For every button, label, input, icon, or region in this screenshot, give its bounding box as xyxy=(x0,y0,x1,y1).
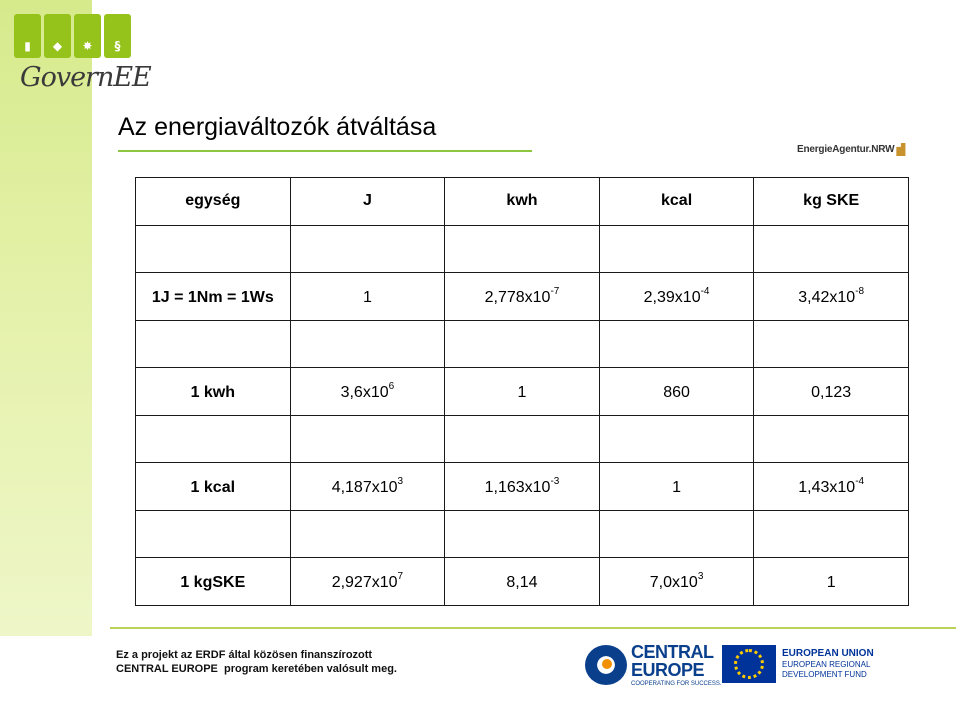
page-title: Az energiaváltozók átváltása xyxy=(118,113,437,141)
ce-word: CENTRAL xyxy=(631,642,714,662)
empty-cell xyxy=(599,510,754,558)
central-europe-mark-icon xyxy=(585,645,627,685)
spacer-row xyxy=(136,225,909,273)
eu-erdf-logo xyxy=(722,645,874,683)
empty-cell xyxy=(290,415,445,463)
row-header-cell: 1J = 1Nm = 1Ws xyxy=(136,273,291,321)
empty-cell xyxy=(445,225,600,273)
partner-mark-icon xyxy=(896,143,909,156)
paragraph-icon: § xyxy=(114,39,121,53)
logo-tiles xyxy=(14,14,144,58)
empty-cell xyxy=(445,415,600,463)
spacer-row xyxy=(136,510,909,558)
empty-cell xyxy=(599,415,754,463)
empty-cell xyxy=(136,320,291,368)
empty-cell xyxy=(599,320,754,368)
empty-cell xyxy=(290,510,445,558)
table-row xyxy=(136,558,909,606)
table-row xyxy=(136,463,909,511)
value-cell: 1 xyxy=(445,368,600,416)
value-cell: 0,123 xyxy=(754,368,909,416)
energieagentur-logo xyxy=(797,143,909,156)
row-header-cell: 1 kcal xyxy=(136,463,291,511)
row-header-cell: 1 kgSKE xyxy=(136,558,291,606)
empty-cell xyxy=(136,225,291,273)
value-cell: 1 xyxy=(599,463,754,511)
eu-line: EUROPEAN UNION xyxy=(782,648,874,659)
value-cell: $4,187x10^3$ xyxy=(290,463,445,511)
value-cell: 1 xyxy=(290,273,445,321)
value-cell: $1,163x10^{-3}$ xyxy=(445,463,600,511)
footer-line: Ez a projekt az ERDF által közösen finanszírozott xyxy=(116,649,373,661)
logo-tile xyxy=(14,14,41,58)
empty-cell xyxy=(445,320,600,368)
empty-cell xyxy=(754,510,909,558)
header-cell: kcal xyxy=(599,178,754,226)
footer-line: CENTRAL EUROPE program keretében valósult meg. xyxy=(116,663,397,675)
empty-cell xyxy=(599,225,754,273)
eu-stars-icon xyxy=(734,649,764,679)
ce-tagline: COOPERATING FOR SUCCESS. xyxy=(631,681,722,687)
value-cell: $2,927x10^7$ xyxy=(290,558,445,606)
header-cell: kwh xyxy=(445,178,600,226)
logo-tile xyxy=(74,14,101,58)
empty-cell xyxy=(445,510,600,558)
building-icon: ▮ xyxy=(24,39,31,53)
spacer-row xyxy=(136,320,909,368)
title-underline xyxy=(118,150,532,152)
header-cell: egység xyxy=(136,178,291,226)
brand-name: GovernEE xyxy=(20,62,151,93)
eu-wordmark xyxy=(782,648,874,680)
table-row xyxy=(136,273,909,321)
ce-word: EUROPE xyxy=(631,660,705,680)
footer-divider xyxy=(110,627,956,629)
central-europe-logo xyxy=(585,643,722,687)
table-header-row xyxy=(136,178,909,226)
header-cell: kg SKE xyxy=(754,178,909,226)
value-cell: $2,778x10^{-7}$ xyxy=(445,273,600,321)
eu-flag-icon xyxy=(722,645,776,683)
empty-cell xyxy=(136,415,291,463)
value-cell: 8,14 xyxy=(445,558,600,606)
empty-cell xyxy=(754,415,909,463)
sun-icon: ✸ xyxy=(82,39,93,53)
conversion-table xyxy=(135,177,909,606)
empty-cell xyxy=(136,510,291,558)
partner-name: EnergieAgentur.NRW xyxy=(797,144,895,155)
value-cell: $7,0x10^3$ xyxy=(599,558,754,606)
empty-cell xyxy=(754,225,909,273)
eu-line: EUROPEAN REGIONAL xyxy=(782,660,871,669)
footer-funding-note xyxy=(116,648,397,676)
value-cell: $2,39x10^{-4}$ xyxy=(599,273,754,321)
value-cell: 860 xyxy=(599,368,754,416)
header-cell: J xyxy=(290,178,445,226)
logo-tile xyxy=(44,14,71,58)
spacer-row xyxy=(136,415,909,463)
eu-line: DEVELOPMENT FUND xyxy=(782,670,867,679)
empty-cell xyxy=(290,320,445,368)
value-cell: $3,42x10^{-8}$ xyxy=(754,273,909,321)
empty-cell xyxy=(754,320,909,368)
central-europe-wordmark xyxy=(631,643,722,687)
value-cell: $1,43x10^{-4}$ xyxy=(754,463,909,511)
row-header-cell: 1 kwh xyxy=(136,368,291,416)
table-row xyxy=(136,368,909,416)
leaf-icon: ◆ xyxy=(52,39,63,53)
empty-cell xyxy=(290,225,445,273)
value-cell: $3,6x10^6$ xyxy=(290,368,445,416)
governee-logo xyxy=(14,14,151,98)
logo-tile xyxy=(104,14,131,58)
value-cell: 1 xyxy=(754,558,909,606)
